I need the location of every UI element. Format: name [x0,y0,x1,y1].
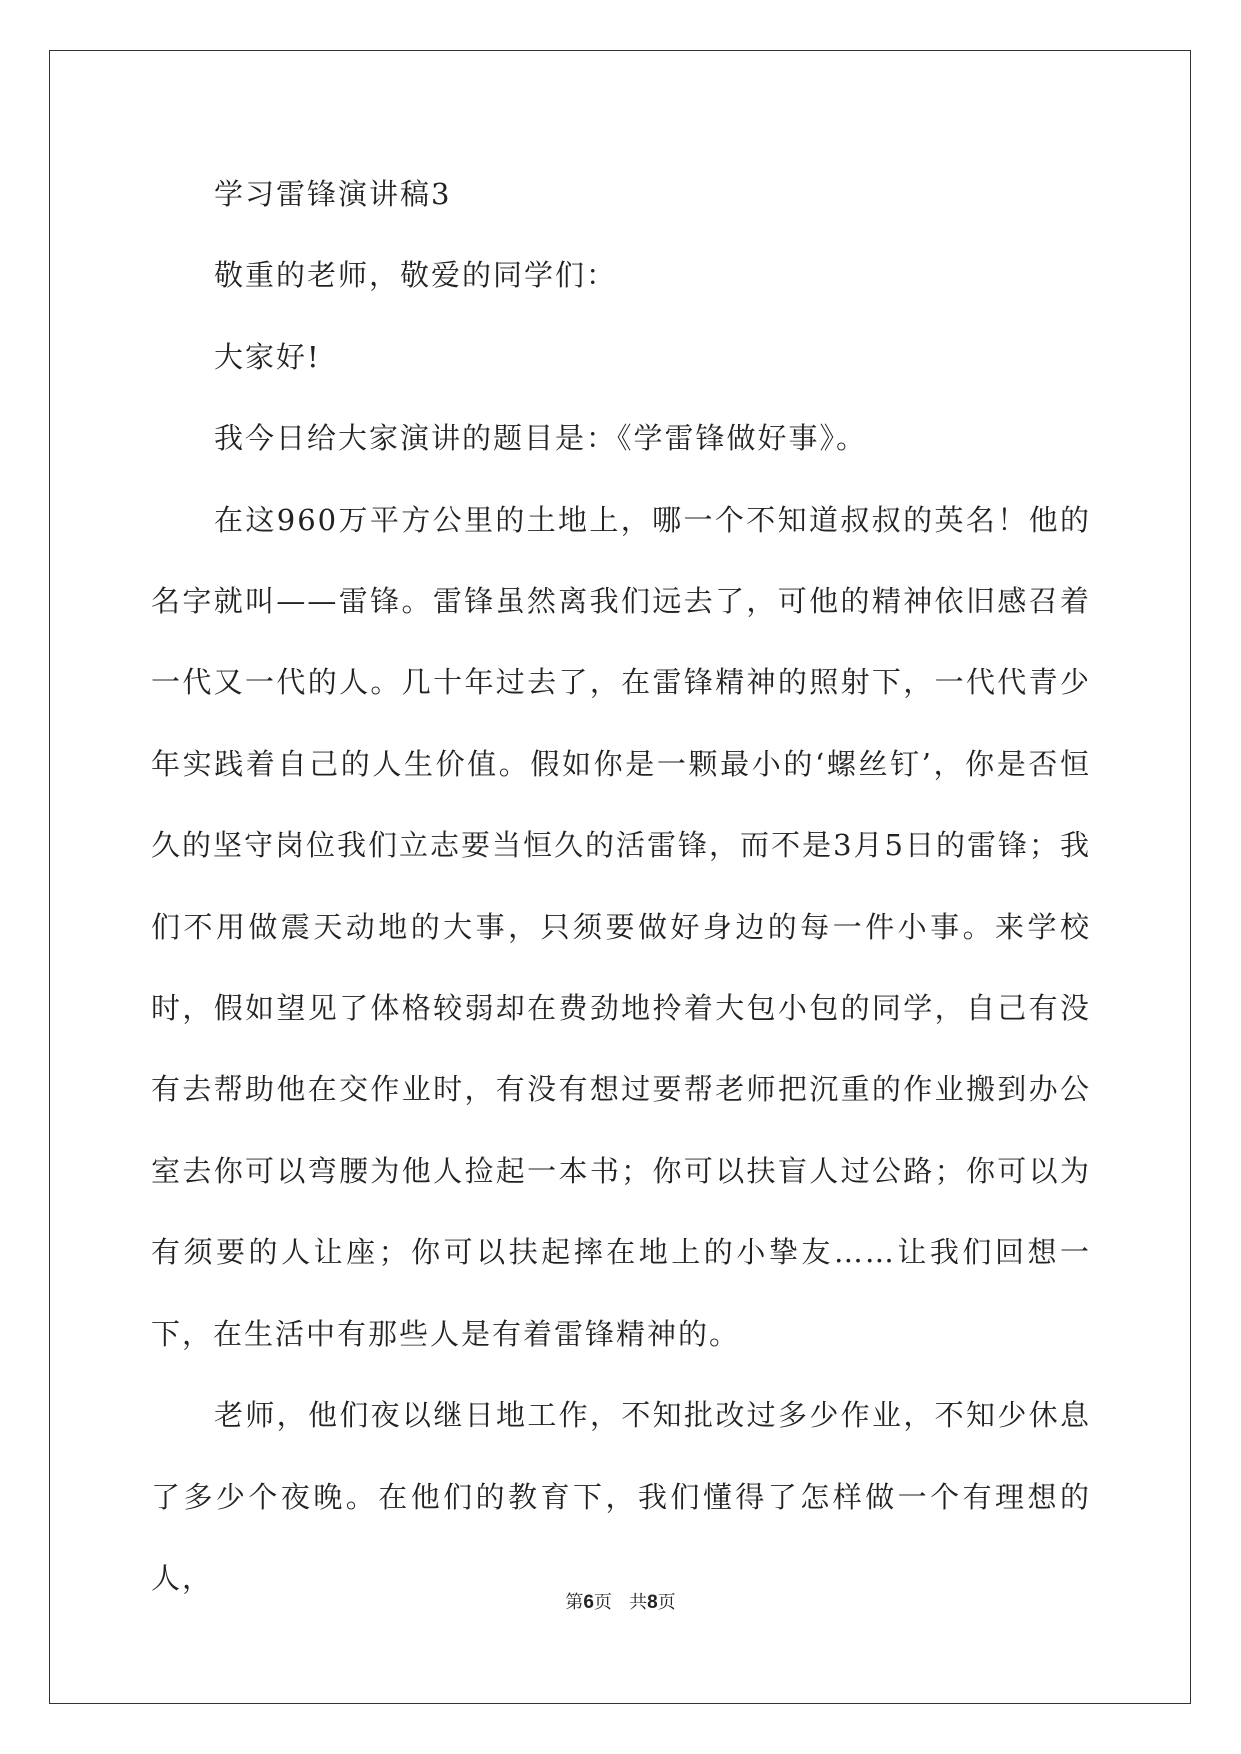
current-page-number: 6 [583,1592,594,1613]
footer-prefix: 第 [565,1592,584,1613]
total-pages-number: 8 [647,1592,658,1613]
footer-suffix: 页 [657,1592,676,1613]
document-title: 学习雷锋演讲稿3 [214,177,452,211]
body-paragraph: 在这960万平方公里的土地上，哪一个不知道叔叔的英名！他的名字就叫——雷锋。雷锋虽然离我们远去了，可他的精神依旧感召着一代又一代的人。几十年过去了，在雷锋精神的照射下，一代代青少年实践着自己的人生价值。假如你是一颗最小的‘螺丝钉’，你是否恒久的坚守岗位我们立志要当恒久的活雷锋，而不是3月5日的雷锋；我们不用做震天动地的大事，只须要做好身边的每一件小事。来学校时，假如望见了体格较弱却在费劲地拎着大包小包的同学，自己有没有去帮助他在交作业时，有没有想过要帮老师把沉重的作业搬到办公室去你可以弯腰为他人捡起一本书；你可以扶盲人过公路；你可以为有须要的人让座；你可以扶起摔在地上的小挚友……让我们回想一下，在生活中有那些人是有着雷锋精神的。 [151,502,1091,1351]
speech-topic: 我今日给大家演讲的题目是：《学雷锋做好事》。 [214,421,868,456]
greeting: 大家好! [214,339,321,374]
page-footer [0,1588,1241,1614]
document-body [151,154,1091,1619]
footer-mid: 页 共 [593,1592,648,1613]
body-paragraph: 老师，他们夜以继日地工作，不知批改过多少作业，不知少休息了多少个夜晚。在他们的教育下，我们懂得了怎样做一个有理想的人， [151,1398,1091,1595]
salutation: 敬重的老师，敬爱的同学们： [214,258,618,293]
